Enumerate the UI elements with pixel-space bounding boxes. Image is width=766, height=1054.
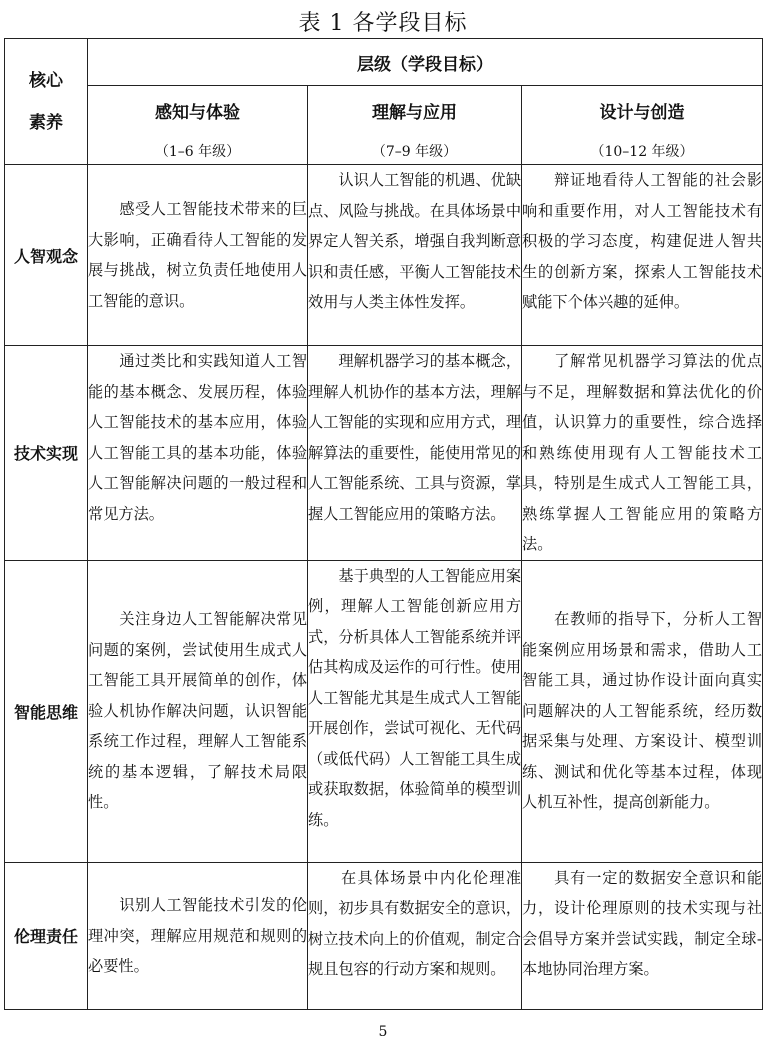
goal-cell: 在具体场景中内化伦理准则，初步具有数据安全的意识，树立技术向上的价值观，制定合规且包容的行动方案和规则。 — [308, 862, 522, 1010]
goal-cell: 感受人工智能技术带来的巨大影响，正确看待人工智能的发展与挑战，树立负责任地使用人工智能的意识。 — [88, 165, 308, 346]
stage-name: 设计与创造 — [599, 103, 685, 123]
table-row — [5, 560, 763, 862]
stage-name: 感知与体验 — [155, 103, 240, 123]
goal-cell: 识别人工智能技术引发的伦理冲突，理解应用规范和规则的必要性。 — [88, 862, 308, 1010]
goal-cell: 认识人工智能的机遇、优缺点、风险与挑战。在具体场景中界定人智关系，增强自我判断意识和责任感，平衡人工智能技术效用与人类主体性发挥。 — [308, 165, 522, 346]
stage-grade: （10–12 年级） — [590, 144, 694, 160]
literacy-label: 人智观念 — [5, 165, 88, 346]
goal-cell: 辩证地看待人工智能的社会影响和重要作用，对人工智能技术有积极的学习态度，构建促进人智共生的创新方案，探索人工智能技术赋能下个体兴趣的延伸。 — [522, 165, 763, 346]
table-row — [5, 862, 763, 1010]
corner-header-line1: 核心 — [29, 70, 63, 91]
table-row — [5, 165, 763, 346]
literacy-label: 伦理责任 — [5, 862, 88, 1010]
stage-name: 理解与应用 — [372, 103, 457, 123]
goal-cell: 在教师的指导下，分析人工智能案例应用场景和需求，借助人工智能工具，通过协作设计面向真实问题解决的人工智能系统，经历数据采集与处理、方案设计、模型训练、测试和优化等基本过程，体现人机互补性，提高创新能力。 — [522, 560, 763, 862]
stage-header-2 — [308, 86, 522, 165]
goal-cell: 关注身边人工智能解决常见问题的案例，尝试使用生成式人工智能工具开展简单的创作，体验人机协作解决问题，认识智能系统工作过程，理解人工智能系统的基本逻辑，了解技术局限性。 — [88, 560, 308, 862]
level-header: 层级（学段目标） — [88, 39, 763, 86]
stage-grade: （1–6 年级） — [154, 144, 241, 160]
stage-header-1 — [88, 86, 308, 165]
stage-grade: （7–9 年级） — [371, 144, 458, 160]
goal-cell: 具有一定的数据安全意识和能力，设计伦理原则的技术实现与社会倡导方案并尝试实践，制定全球-本地协同治理方案。 — [522, 862, 763, 1010]
literacy-label: 智能思维 — [5, 560, 88, 862]
corner-header — [5, 39, 88, 165]
goal-cell: 通过类比和实践知道人工智能的基本概念、发展历程，体验人工智能技术的基本应用，体验人工智能工具的基本功能，体验人工智能解决问题的一般过程和常见方法。 — [88, 346, 308, 561]
goal-cell: 了解常见机器学习算法的优点与不足，理解数据和算法优化的价值，认识算力的重要性，综合选择和熟练使用现有人工智能技术工具，特别是生成式人工智能工具，熟练掌握人工智能应用的策略方法。 — [522, 346, 763, 561]
table-title: 表 1 各学段目标 — [298, 11, 468, 36]
goal-cell: 基于典型的人工智能应用案例，理解人工智能创新应用方式，分析具体人工智能系统并评估其构成及运作的可行性。使用人工智能尤其是生成式人工智能开展创作，尝试可视化、无代码（或低代码）人工智能工具生成或获取数据，体验简单的模型训练。 — [308, 560, 522, 862]
table-row — [5, 346, 763, 561]
stage-goals-table — [4, 38, 763, 1010]
goal-cell: 理解机器学习的基本概念，理解人机协作的基本方法，理解人工智能的实现和应用方式，理解算法的重要性，能使用常见的人工智能系统、工具与资源，掌握人工智能应用的策略方法。 — [308, 346, 522, 561]
stage-header-3 — [522, 86, 763, 165]
corner-header-line2: 素养 — [29, 112, 63, 133]
page-number: 5 — [378, 1024, 388, 1040]
literacy-label: 技术实现 — [5, 346, 88, 561]
